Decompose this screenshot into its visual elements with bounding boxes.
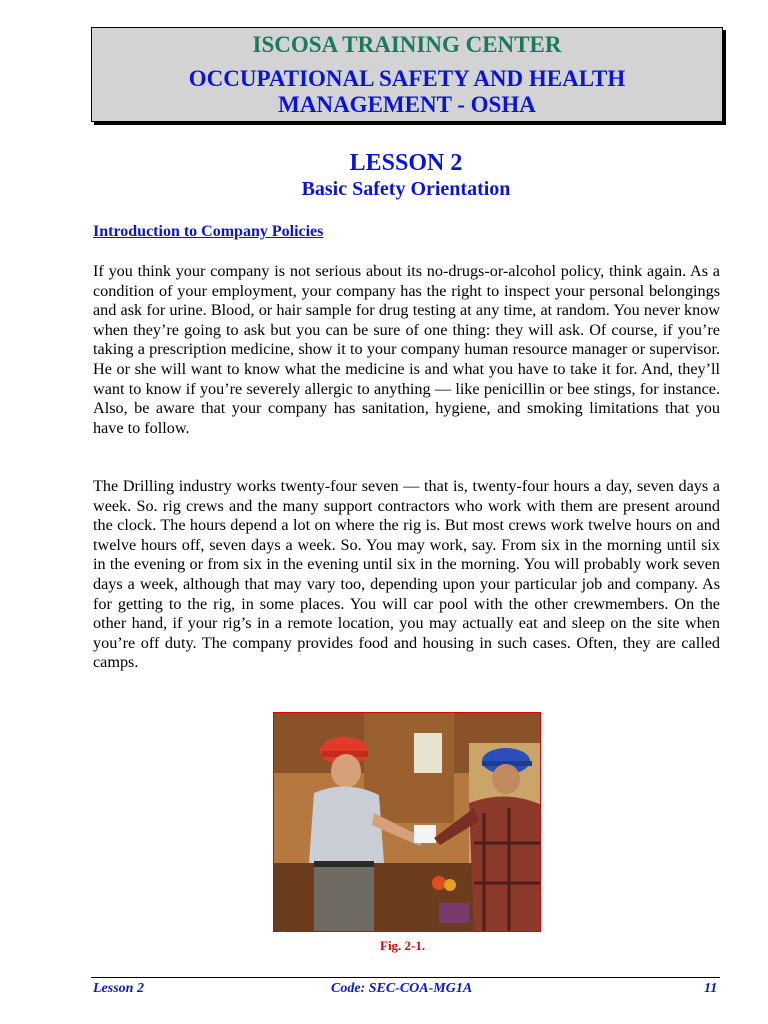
section-heading[interactable]: Introduction to Company Policies xyxy=(93,223,324,240)
paragraph-work-hours: The Drilling industry works twenty-four seven — that is, twenty-four hours a day, seven days a week. So. rig crews and the many support contractors who work with them are present around the clock. The hours depend a lot on where the rig is. But most crews work twelve hours on and twelve hours off, seven days a week. So. You may work, say. From six in the morning until six in the evening or from six in the evening until six in the morning. You will probably work seven days a week, although that may vary too, depending upon your particular job and company. As for getting to the rig, in some places. You will car pool with the other crewmembers. On the other hand, if your rig’s in a remote location, you may actually eat and sleep on the site when you’re off duty. The company provides food and housing in such cases. Often, they are called camps. xyxy=(93,477,720,672)
organization-name: ISCOSA TRAINING CENTER xyxy=(252,32,562,57)
course-title-line2: MANAGEMENT - OSHA xyxy=(278,92,536,117)
lesson-subtitle: Basic Safety Orientation xyxy=(301,178,511,200)
footer-lesson: Lesson 2 xyxy=(93,981,144,996)
workers-photo-illustration xyxy=(274,713,541,932)
document-header xyxy=(91,27,723,122)
lesson-number: LESSON 2 xyxy=(349,150,463,176)
course-title-line1: OCCUPATIONAL SAFETY AND HEALTH xyxy=(188,66,626,91)
figure-caption: Fig. 2-1. xyxy=(380,938,426,953)
page-number: 11 xyxy=(704,981,718,996)
figure-photo xyxy=(273,712,541,932)
footer-divider xyxy=(91,977,720,978)
footer-code: Code: SEC-COA-MG1A xyxy=(331,981,473,996)
paragraph-drug-policy: If you think your company is not serious about its no-drugs-or-alcohol policy, think again. As a condition of your employment, your company has the right to inspect your personal belongings and ask for urine. Blood, or hair sample for drug testing at any time, at random. You never know when they’re going to ask but you can be sure of one thing: they will ask. Of course, if you’re taking a prescription medicine, show it to your company human resource manager or supervisor. He or she will want to know what the medicine is and what you have to take it for. And, they’ll want to know if you’re severely allergic to anything — like penicillin or bee stings, for instance. Also, be aware that your company has sanitation, hygiene, and smoking limitations that you have to follow. xyxy=(93,262,720,437)
